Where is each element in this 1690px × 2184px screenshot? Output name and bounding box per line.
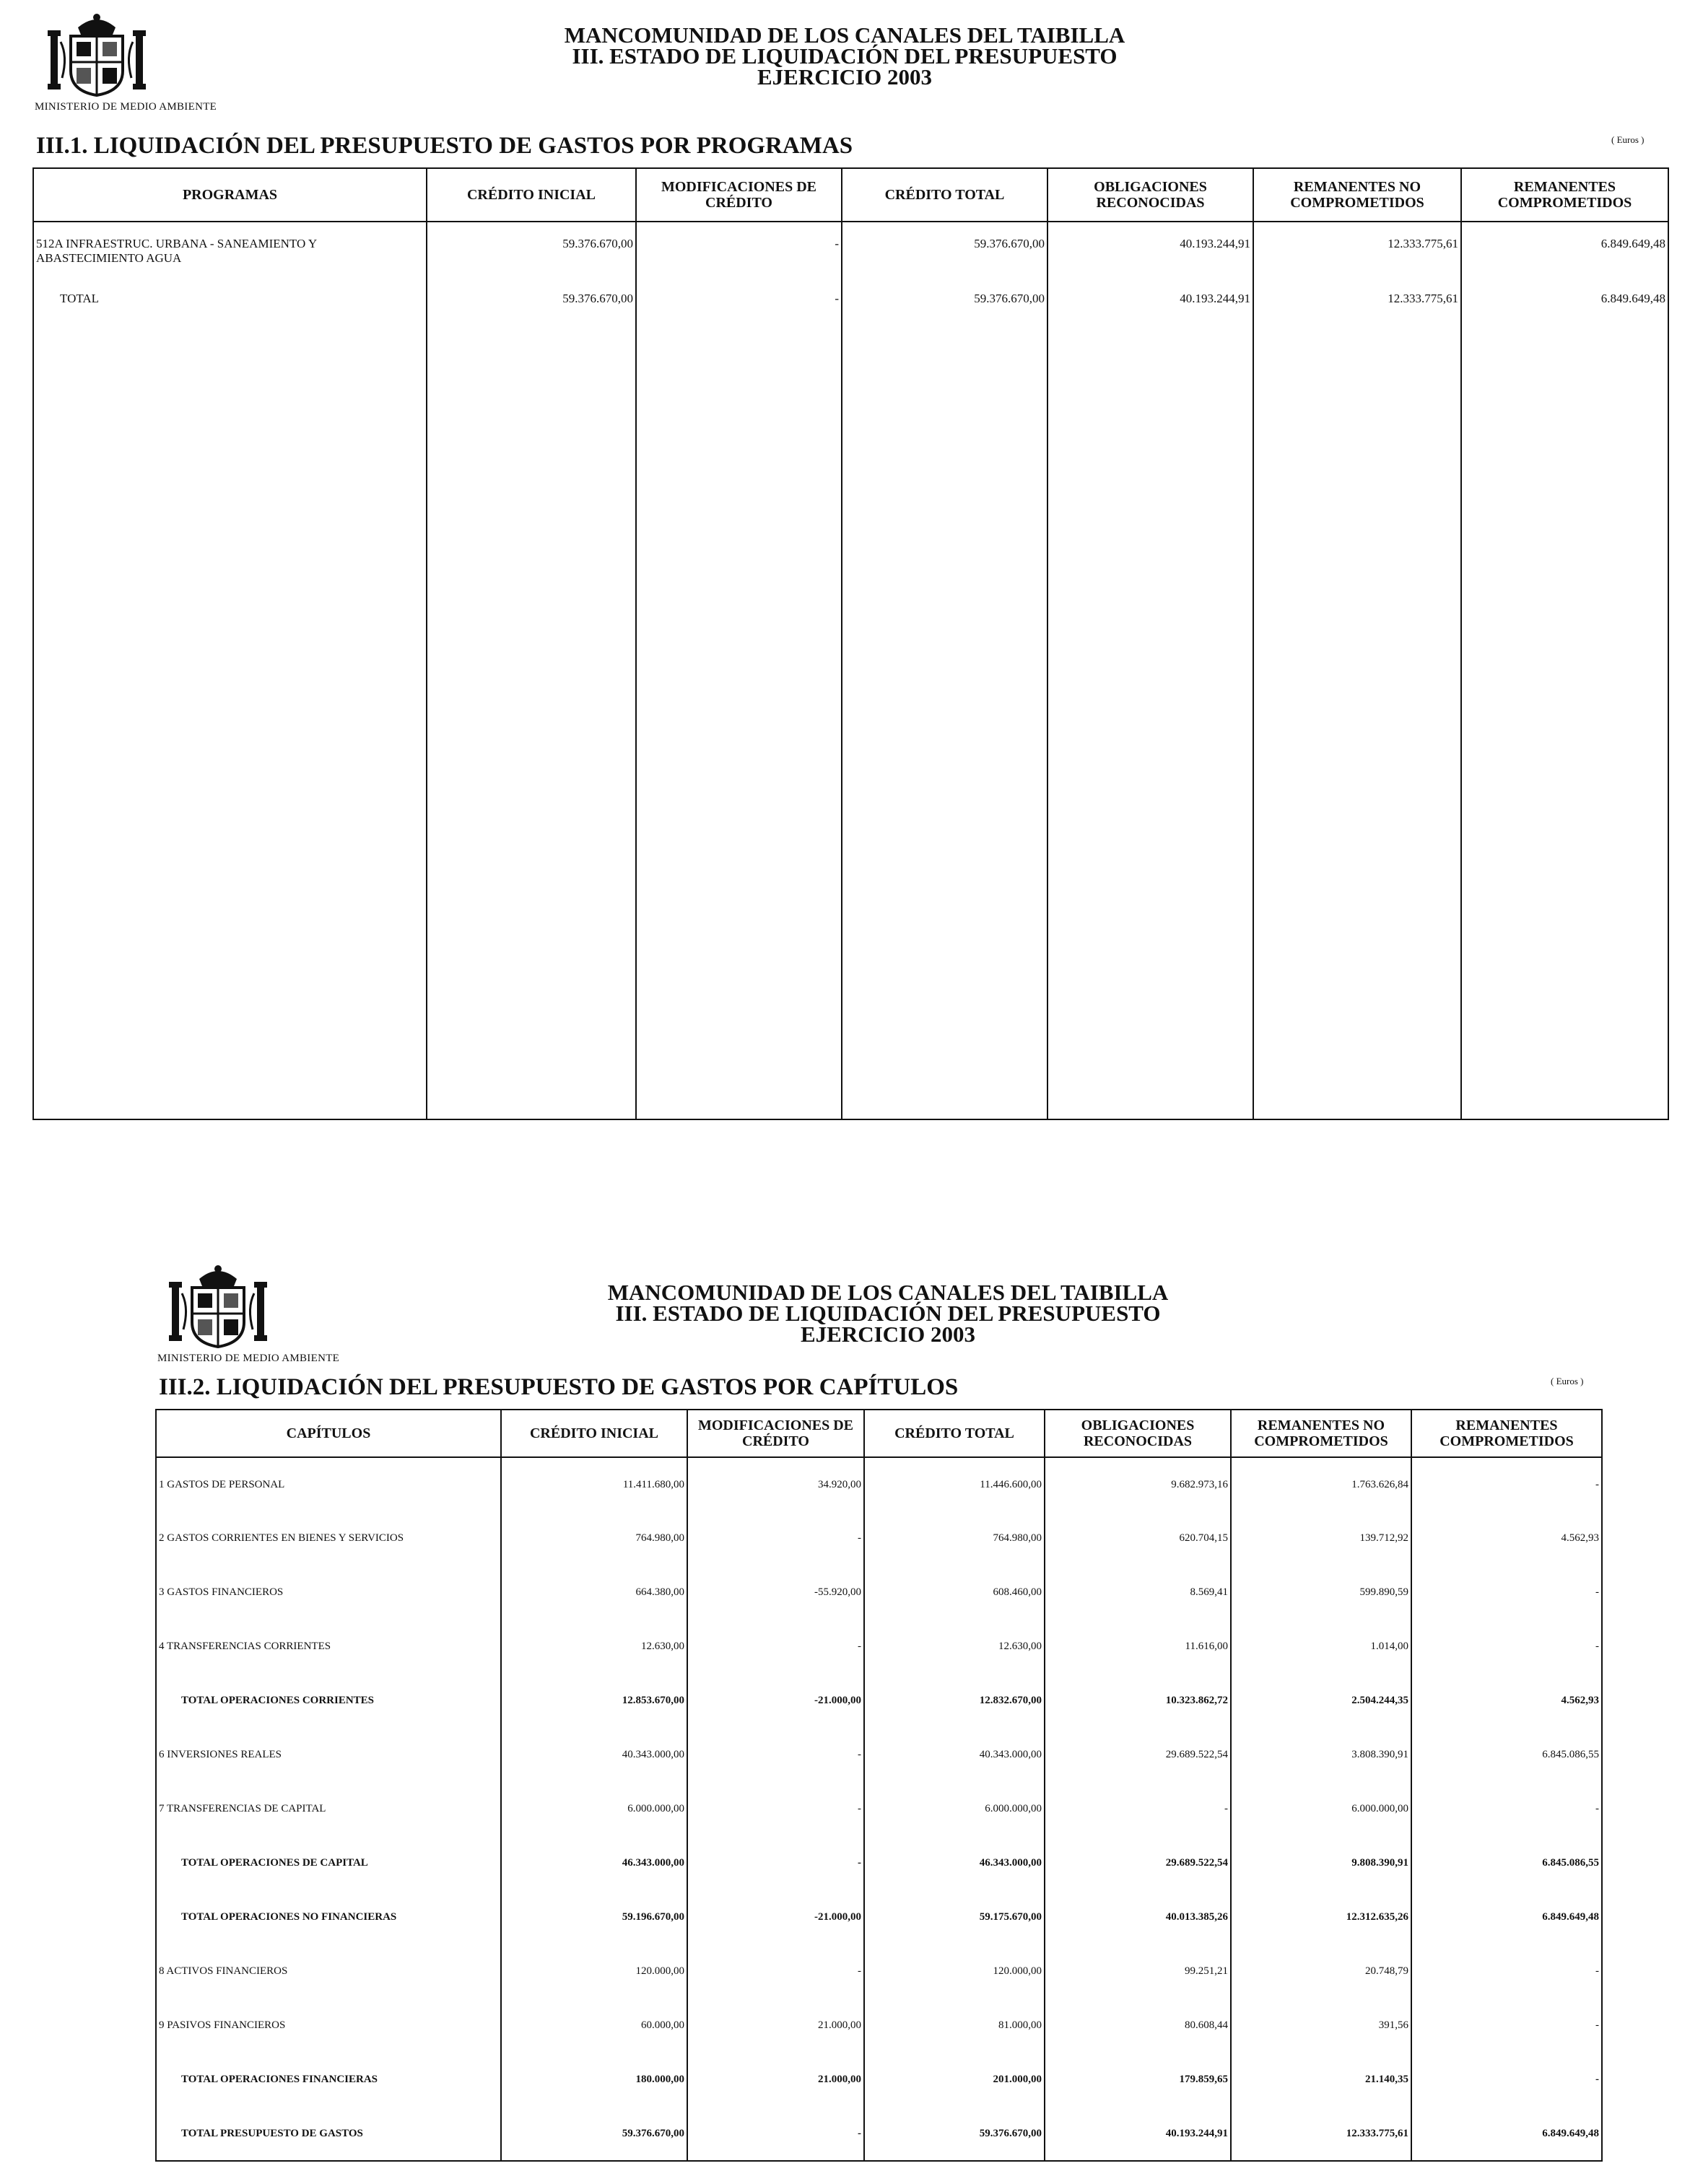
cell-obligaciones: 10.323.862,72 <box>1045 1674 1231 1728</box>
col-credito-inicial: CRÉDITO INICIAL <box>501 1410 687 1457</box>
col-remanentes-no-comprometidos: REMANENTES NO COMPROMETIDOS <box>1231 1410 1411 1457</box>
table-row <box>156 1999 1602 2053</box>
cell-credito-total: 6.000.000,00 <box>864 1782 1045 1836</box>
table-header-row <box>33 168 1668 222</box>
cell-remanentes-comprometidos: 4.562,93 <box>1411 1511 1602 1565</box>
cell-credito-inicial: 46.343.000,00 <box>501 1836 687 1890</box>
cell-credito-inicial: 12.853.670,00 <box>501 1674 687 1728</box>
row-label: TOTAL OPERACIONES FINANCIERAS <box>156 2053 501 2107</box>
cell-modificaciones: 21.000,00 <box>687 1999 864 2053</box>
cell-credito-total: 81.000,00 <box>864 1999 1045 2053</box>
cell-modificaciones: - <box>687 1944 864 1999</box>
table-row <box>156 1511 1602 1565</box>
cell-remanentes-no-comprometidos: 9.808.390,91 <box>1231 1836 1411 1890</box>
row-label: TOTAL <box>33 268 427 313</box>
row-label: 9 PASIVOS FINANCIEROS <box>156 1999 501 2053</box>
cell-credito-inicial: 12.630,00 <box>501 1620 687 1674</box>
cell-remanentes-no-comprometidos: 12.333.775,61 <box>1253 222 1461 268</box>
header-line1: MANCOMUNIDAD DE LOS CANALES DEL TAIBILLA <box>607 1280 1169 1305</box>
table-row-total <box>156 1836 1602 1890</box>
cell-credito-total: 12.832.670,00 <box>864 1674 1045 1728</box>
header-line3: EJERCICIO 2003 <box>800 1322 975 1347</box>
cell-remanentes-comprometidos: 6.845.086,55 <box>1411 1836 1602 1890</box>
cell-credito-inicial: 11.411.680,00 <box>501 1457 687 1511</box>
cell-obligaciones: 40.193.244,91 <box>1047 268 1253 313</box>
table-row-total <box>33 268 1668 313</box>
cell-remanentes-comprometidos: - <box>1411 1782 1602 1836</box>
ministry-caption: MINISTERIO DE MEDIO AMBIENTE <box>157 1353 340 1364</box>
report-header <box>491 1282 1285 1345</box>
col-credito-inicial: CRÉDITO INICIAL <box>427 168 636 222</box>
coat-of-arms-icon <box>167 1264 269 1348</box>
cell-modificaciones: 21.000,00 <box>687 2053 864 2107</box>
header-line3: EJERCICIO 2003 <box>757 64 932 89</box>
cell-remanentes-no-comprometidos: 599.890,59 <box>1231 1565 1411 1620</box>
table-row <box>156 1782 1602 1836</box>
cell-credito-total: 11.446.600,00 <box>864 1457 1045 1511</box>
units-note: ( Euros ) <box>1551 1376 1584 1386</box>
col-obligaciones: OBLIGACIONES RECONOCIDAS <box>1047 168 1253 222</box>
cell-credito-total: 608.460,00 <box>864 1565 1045 1620</box>
cell-remanentes-comprometidos: - <box>1411 1565 1602 1620</box>
table-row-total <box>156 1674 1602 1728</box>
cell-credito-total: 59.376.670,00 <box>842 222 1047 268</box>
cell-obligaciones: 40.193.244,91 <box>1047 222 1253 268</box>
row-label: 2 GASTOS CORRIENTES EN BIENES Y SERVICIOS <box>156 1511 501 1565</box>
cell-credito-inicial: 59.376.670,00 <box>501 2107 687 2161</box>
cell-obligaciones: 179.859,65 <box>1045 2053 1231 2107</box>
cell-remanentes-comprometidos: 6.849.649,48 <box>1411 2107 1602 2161</box>
cell-credito-inicial: 59.196.670,00 <box>501 1890 687 1944</box>
col-programas: PROGRAMAS <box>33 168 427 222</box>
row-label: 8 ACTIVOS FINANCIEROS <box>156 1944 501 1999</box>
cell-credito-inicial: 6.000.000,00 <box>501 1782 687 1836</box>
cell-obligaciones: 99.251,21 <box>1045 1944 1231 1999</box>
cell-credito-inicial: 764.980,00 <box>501 1511 687 1565</box>
row-label: TOTAL OPERACIONES CORRIENTES <box>156 1674 501 1728</box>
cell-credito-total: 120.000,00 <box>864 1944 1045 1999</box>
header-line2: III. ESTADO DE LIQUIDACIÓN DEL PRESUPUESTO <box>572 43 1118 69</box>
cell-remanentes-comprometidos: - <box>1411 1620 1602 1674</box>
row-label: 1 GASTOS DE PERSONAL <box>156 1457 501 1511</box>
cell-credito-inicial: 60.000,00 <box>501 1999 687 2053</box>
col-modificaciones: MODIFICACIONES DE CRÉDITO <box>636 168 842 222</box>
table-row <box>156 1565 1602 1620</box>
cell-modificaciones: - <box>687 1511 864 1565</box>
cell-remanentes-no-comprometidos: 139.712,92 <box>1231 1511 1411 1565</box>
cell-remanentes-comprometidos: - <box>1411 1999 1602 2053</box>
cell-remanentes-no-comprometidos: 20.748,79 <box>1231 1944 1411 1999</box>
cell-remanentes-comprometidos: 6.849.649,48 <box>1461 268 1668 313</box>
programs-table <box>32 167 1669 1120</box>
cell-credito-total: 59.376.670,00 <box>842 268 1047 313</box>
cell-credito-total: 59.175.670,00 <box>864 1890 1045 1944</box>
cell-credito-inicial: 664.380,00 <box>501 1565 687 1620</box>
cell-remanentes-comprometidos: 6.845.086,55 <box>1411 1728 1602 1782</box>
row-label: 4 TRANSFERENCIAS CORRIENTES <box>156 1620 501 1674</box>
cell-remanentes-no-comprometidos: 12.333.775,61 <box>1231 2107 1411 2161</box>
col-capitulos: CAPÍTULOS <box>156 1410 501 1457</box>
cell-obligaciones: 11.616,00 <box>1045 1620 1231 1674</box>
ministry-caption: MINISTERIO DE MEDIO AMBIENTE <box>35 101 217 113</box>
header-line2: III. ESTADO DE LIQUIDACIÓN DEL PRESUPUESTO <box>615 1301 1161 1326</box>
table-row <box>156 1944 1602 1999</box>
row-label: TOTAL OPERACIONES NO FINANCIERAS <box>156 1890 501 1944</box>
cell-modificaciones: - <box>687 2107 864 2161</box>
col-obligaciones: OBLIGACIONES RECONOCIDAS <box>1045 1410 1231 1457</box>
col-remanentes-comprometidos: REMANENTES COMPROMETIDOS <box>1411 1410 1602 1457</box>
cell-remanentes-no-comprometidos: 1.014,00 <box>1231 1620 1411 1674</box>
cell-credito-inicial: 59.376.670,00 <box>427 268 636 313</box>
cell-remanentes-no-comprometidos: 3.808.390,91 <box>1231 1728 1411 1782</box>
cell-obligaciones: 9.682.973,16 <box>1045 1457 1231 1511</box>
cell-credito-inicial: 180.000,00 <box>501 2053 687 2107</box>
table-header-row <box>156 1410 1602 1457</box>
cell-obligaciones: 620.704,15 <box>1045 1511 1231 1565</box>
row-label: TOTAL PRESUPUESTO DE GASTOS <box>156 2107 501 2161</box>
cell-credito-total: 40.343.000,00 <box>864 1728 1045 1782</box>
table-row <box>156 1728 1602 1782</box>
table-row <box>156 1620 1602 1674</box>
cell-remanentes-comprometidos: - <box>1411 2053 1602 2107</box>
cell-credito-inicial: 59.376.670,00 <box>427 222 636 268</box>
cell-modificaciones: - <box>636 222 842 268</box>
cell-remanentes-comprometidos: 4.562,93 <box>1411 1674 1602 1728</box>
col-credito-total: CRÉDITO TOTAL <box>864 1410 1045 1457</box>
cell-credito-inicial: 40.343.000,00 <box>501 1728 687 1782</box>
row-label: 7 TRANSFERENCIAS DE CAPITAL <box>156 1782 501 1836</box>
cell-credito-inicial: 120.000,00 <box>501 1944 687 1999</box>
cell-modificaciones: - <box>687 1782 864 1836</box>
cell-obligaciones: 40.013.385,26 <box>1045 1890 1231 1944</box>
cell-modificaciones: 34.920,00 <box>687 1457 864 1511</box>
cell-modificaciones: - <box>687 1620 864 1674</box>
cell-obligaciones: 80.608,44 <box>1045 1999 1231 2053</box>
row-label: TOTAL OPERACIONES DE CAPITAL <box>156 1836 501 1890</box>
table-row <box>33 222 1668 268</box>
row-label: 512A INFRAESTRUC. URBANA - SANEAMIENTO Y ABASTECIMIENTO AGUA <box>33 222 427 268</box>
cell-credito-total: 764.980,00 <box>864 1511 1045 1565</box>
row-label: 6 INVERSIONES REALES <box>156 1728 501 1782</box>
cell-modificaciones: - <box>687 1836 864 1890</box>
cell-modificaciones: -21.000,00 <box>687 1890 864 1944</box>
cell-credito-total: 12.630,00 <box>864 1620 1045 1674</box>
cell-credito-total: 46.343.000,00 <box>864 1836 1045 1890</box>
cell-remanentes-no-comprometidos: 2.504.244,35 <box>1231 1674 1411 1728</box>
cell-modificaciones: -21.000,00 <box>687 1674 864 1728</box>
header-line1: MANCOMUNIDAD DE LOS CANALES DEL TAIBILLA <box>564 22 1125 48</box>
cell-remanentes-no-comprometidos: 391,56 <box>1231 1999 1411 2053</box>
cell-remanentes-no-comprometidos: 12.312.635,26 <box>1231 1890 1411 1944</box>
cell-modificaciones: - <box>687 1728 864 1782</box>
cell-modificaciones: - <box>636 268 842 313</box>
section2-title: III.2. LIQUIDACIÓN DEL PRESUPUESTO DE GASTOS POR CAPÍTULOS <box>159 1374 959 1400</box>
table-blank-area <box>33 313 1668 1119</box>
cell-remanentes-comprometidos: - <box>1411 1944 1602 1999</box>
cell-obligaciones: 40.193.244,91 <box>1045 2107 1231 2161</box>
cell-remanentes-no-comprometidos: 1.763.626,84 <box>1231 1457 1411 1511</box>
cell-remanentes-comprometidos: 6.849.649,48 <box>1411 1890 1602 1944</box>
cell-remanentes-no-comprometidos: 21.140,35 <box>1231 2053 1411 2107</box>
cell-modificaciones: -55.920,00 <box>687 1565 864 1620</box>
cell-obligaciones: 29.689.522,54 <box>1045 1836 1231 1890</box>
cell-remanentes-comprometidos: 6.849.649,48 <box>1461 222 1668 268</box>
table-row-total <box>156 2107 1602 2161</box>
cell-credito-total: 59.376.670,00 <box>864 2107 1045 2161</box>
cell-credito-total: 201.000,00 <box>864 2053 1045 2107</box>
table-row-total <box>156 2053 1602 2107</box>
col-remanentes-comprometidos: REMANENTES COMPROMETIDOS <box>1461 168 1668 222</box>
units-note: ( Euros ) <box>1611 134 1645 145</box>
section1-title: III.1. LIQUIDACIÓN DEL PRESUPUESTO DE GASTOS POR PROGRAMAS <box>36 133 853 159</box>
table-row <box>156 1457 1602 1511</box>
cell-obligaciones: - <box>1045 1782 1231 1836</box>
cell-obligaciones: 29.689.522,54 <box>1045 1728 1231 1782</box>
cell-remanentes-comprometidos: - <box>1411 1457 1602 1511</box>
col-remanentes-no-comprometidos: REMANENTES NO COMPROMETIDOS <box>1253 168 1461 222</box>
row-label: 3 GASTOS FINANCIEROS <box>156 1565 501 1620</box>
cell-remanentes-no-comprometidos: 12.333.775,61 <box>1253 268 1461 313</box>
chapters-table <box>155 1409 1603 2162</box>
table-row-total <box>156 1890 1602 1944</box>
coat-of-arms-icon <box>46 13 147 97</box>
cell-obligaciones: 8.569,41 <box>1045 1565 1231 1620</box>
col-modificaciones: MODIFICACIONES DE CRÉDITO <box>687 1410 864 1457</box>
col-credito-total: CRÉDITO TOTAL <box>842 168 1047 222</box>
report-header <box>448 22 1242 89</box>
cell-remanentes-no-comprometidos: 6.000.000,00 <box>1231 1782 1411 1836</box>
